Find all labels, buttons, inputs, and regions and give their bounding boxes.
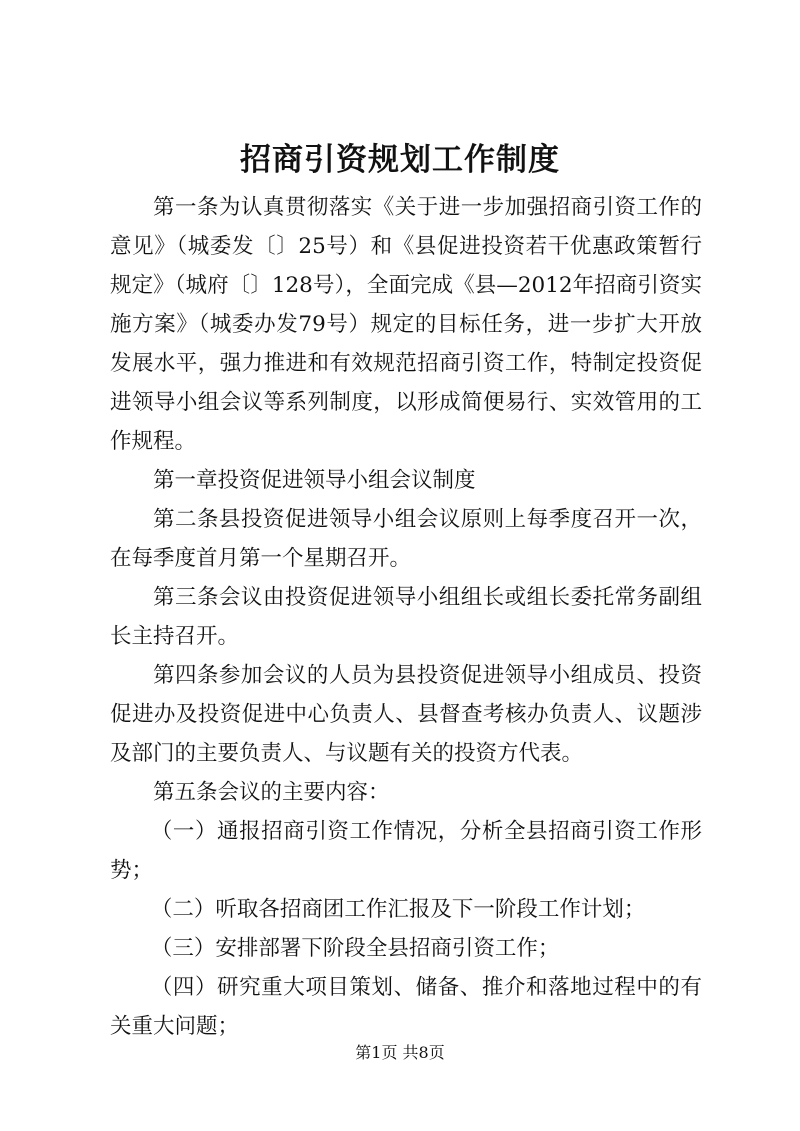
- paragraph-chapter-1: 第一章投资促进领导小组会议制度: [153, 468, 476, 493]
- list-item-3: （三）安排部署下阶段全县招商引资工作；: [150, 936, 560, 961]
- list-item-4: （四）研究重大项目策划、储备、推介和落地过程中的有关重大问题；: [110, 975, 702, 1039]
- paragraph-article-2: 第二条县投资促进领导小组会议原则上每季度召开一次，在每季度首月第一个星期召开。: [110, 507, 702, 571]
- page-footer: 第1页 共8页: [355, 1043, 445, 1062]
- paragraph-article-1: 第一条为认真贯彻落实《关于进一步加强招商引资工作的意见》（城委发〔〕25号）和《县促进投资若干优惠政策暂行规定》（城府〔〕128号），全面完成《县—2012年招商引资实施方案》（城委办发79号）规定的目标任务，进一步扩大开放发展水平，强力推进和有效规范招商引资工作，特制定投资促进领导小组会议等系列制度，以形成简便易行、实效管用的工作规程。: [110, 195, 702, 454]
- paragraph-article-3: 第三条会议由投资促进领导小组组长或组长委托常务副组长主持召开。: [110, 585, 702, 649]
- document-title: 招商引资规划工作制度: [240, 142, 560, 178]
- list-item-2: （二）听取各招商团工作汇报及下一阶段工作计划；: [150, 897, 646, 922]
- list-item-1: （一）通报招商引资工作情况，分析全县招商引资工作形势；: [110, 819, 702, 883]
- paragraph-article-4: 第四条参加会议的人员为县投资促进领导小组成员、投资促进办及投资促进中心负责人、县督查考核办负责人、议题涉及部门的主要负责人、与议题有关的投资方代表。: [110, 663, 702, 766]
- paragraph-article-5: 第五条会议的主要内容：: [153, 780, 390, 805]
- document-body: [110, 188, 702, 1046]
